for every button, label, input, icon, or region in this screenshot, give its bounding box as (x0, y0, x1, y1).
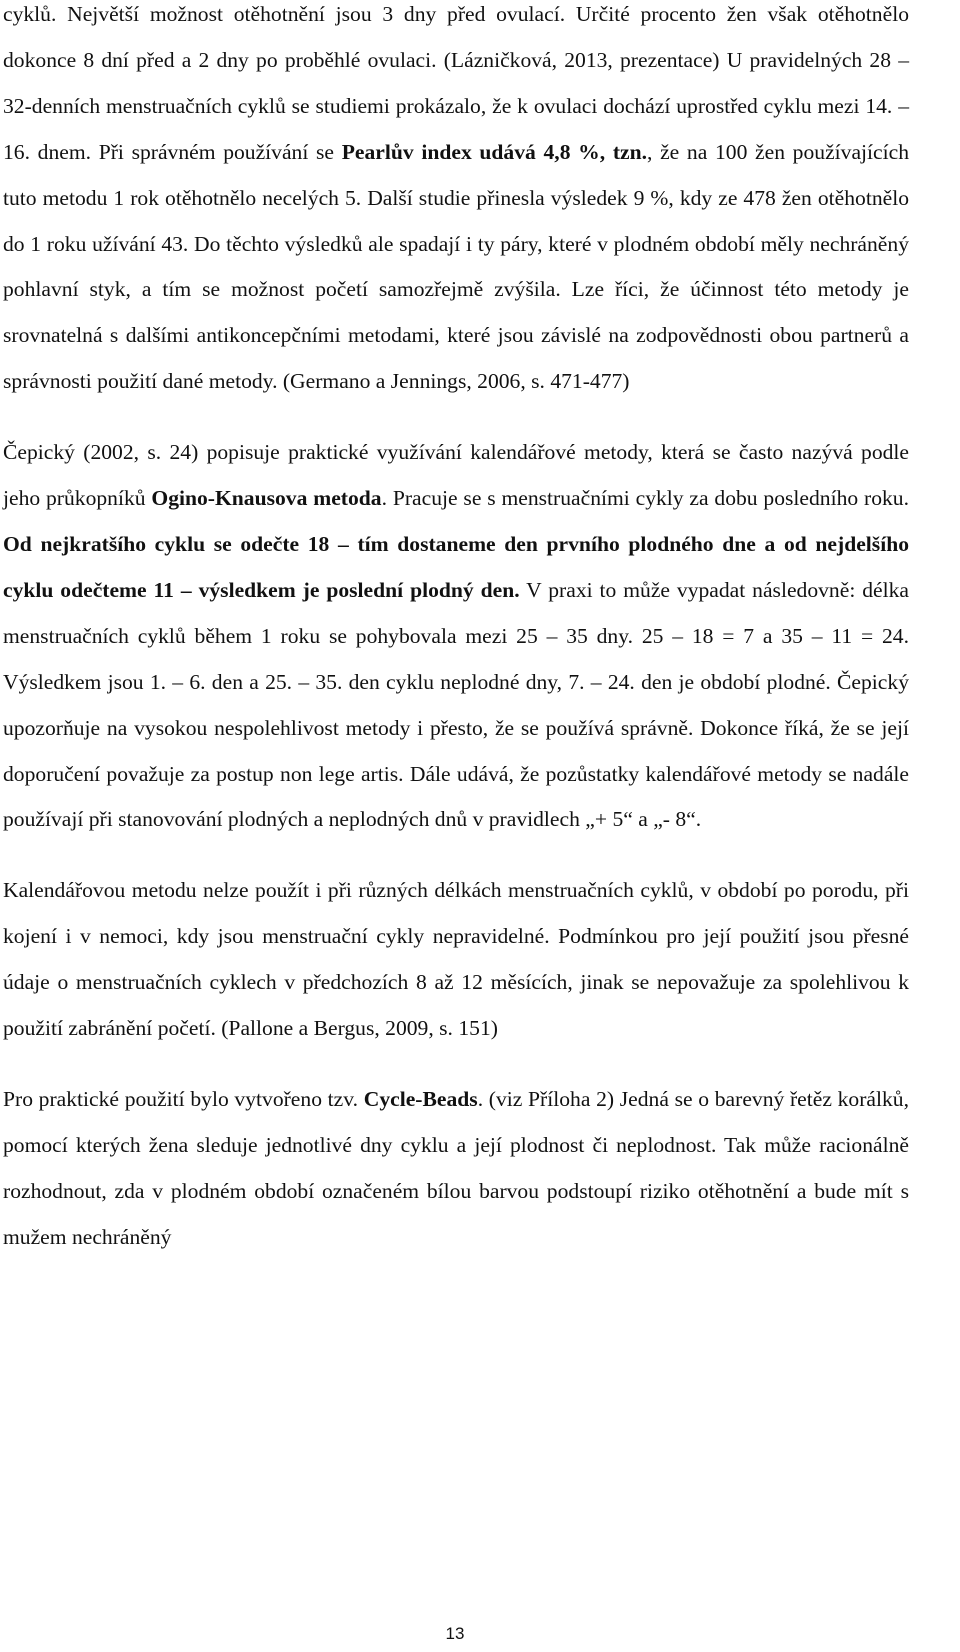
text-segment: . Pracuje se s menstruačními cykly za dobu posledního roku. (381, 486, 909, 511)
page-number: 13 (445, 1624, 465, 1643)
bold-calculation-rule: Od nejkratšího cyklu se odečte 18 – tím dostaneme den prvního plodného dne a od nejdelšího cyklu odečteme 11 – výsledkem je poslední plodný den. (3, 531, 909, 602)
paragraph-calendar-limitations (3, 868, 909, 1052)
body-text (3, 0, 909, 1286)
bold-pearl-index: Pearlův index udává 4,8 %, tzn. (341, 139, 648, 164)
paragraph-cycle-beads (3, 1077, 909, 1261)
text-segment: Čepický (2002, s. 24) popisuje praktické využívání kalendářové metody, která se často nazývá podle jeho průkopníků (3, 440, 909, 511)
text-segment: V praxi to může vypadat následovně: délka menstruačních cyklů během 1 roku se pohybovala mezi 25 – 35 dny. 25 – 18 = 7 a 35 – 11 = 24. Výsledkem jsou 1. – 6. den a 25. – 35. den cyklu neplodné dny, 7. – 24. den je období plodné. Čepický upozorňuje na vysokou nespolehlivost metody i přesto, že se používá správně. Dokonce říká, že se její doporučení považuje za postup non lege artis. Dále udává, že pozůstatky kalendářové metody se nadále používají při stanovování plodných a neplodných dnů v pravidlech „+ 5“ a „- 8“. (3, 577, 909, 832)
text-segment: Kalendářovou metodu nelze použít i při různých délkách menstruačních cyklů, v období po porodu, při kojení i v nemoci, kdy jsou menstruační cykly nepravidelné. Podmínkou pro její použití jsou přesné údaje o menstruačních cyklech v předchozích 8 až 12 měsících, jinak se nepovažuje za spolehlivou k použití zabránění početí. (Pallone a Bergus, 2009, s. 151) (3, 878, 909, 1041)
paragraph-ovulation-pearl-index (3, 0, 909, 405)
paragraph-ogino-knaus-method (3, 430, 909, 843)
text-segment: Pro praktické použití bylo vytvořeno tzv. (3, 1086, 364, 1111)
bold-ogino-knausova-metoda: Ogino-Knausova metoda (151, 486, 382, 511)
text-segment: , že na 100 žen používajících tuto metodu 1 rok otěhotnělo necelých 5. Další studie přinesla výsledek 9 %, kdy ze 478 žen otěhotnělo do 1 roku užívání 43. Do těchto výsledků ale spadají i ty páry, které v plodném období měly nechráněný pohlavní styk, a tím se možnost početí samozřejmě zvýšila. Lze říci, že účinnost této metody je srovnatelná s dalšími antikoncepčními metodami, které jsou závislé na zodpovědnosti obou partnerů a správnosti použití dané metody. (Germano a Jennings, 2006, s. 471-477) (3, 139, 910, 394)
bold-cycle-beads: Cycle-Beads (363, 1086, 478, 1111)
text-segment: cyklů. Největší možnost otěhotnění jsou 3 dny před ovulací. Určité procento žen však otěhotnělo dokonce 8 dní před a 2 dny po proběhlé ovulaci. (Lázničková, 2013, prezentace) U pravidelných 28 – 32-denních menstruačních cyklů se studiemi prokázalo, že k ovulaci dochází uprostřed cyklu mezi 14. – 16. dnem. Při správném používání se (3, 2, 909, 164)
text-segment: . (viz Příloha 2) Jedná se o barevný řetěz korálků, pomocí kterých žena sleduje jednotlivé dny cyklu a její plodnost či neplodnost. Tak může racionálně rozhodnout, zda v plodném období označeném bílou barvou podstoupí riziko otěhotnění a bude mít s mužem nechráněný (3, 1086, 909, 1249)
